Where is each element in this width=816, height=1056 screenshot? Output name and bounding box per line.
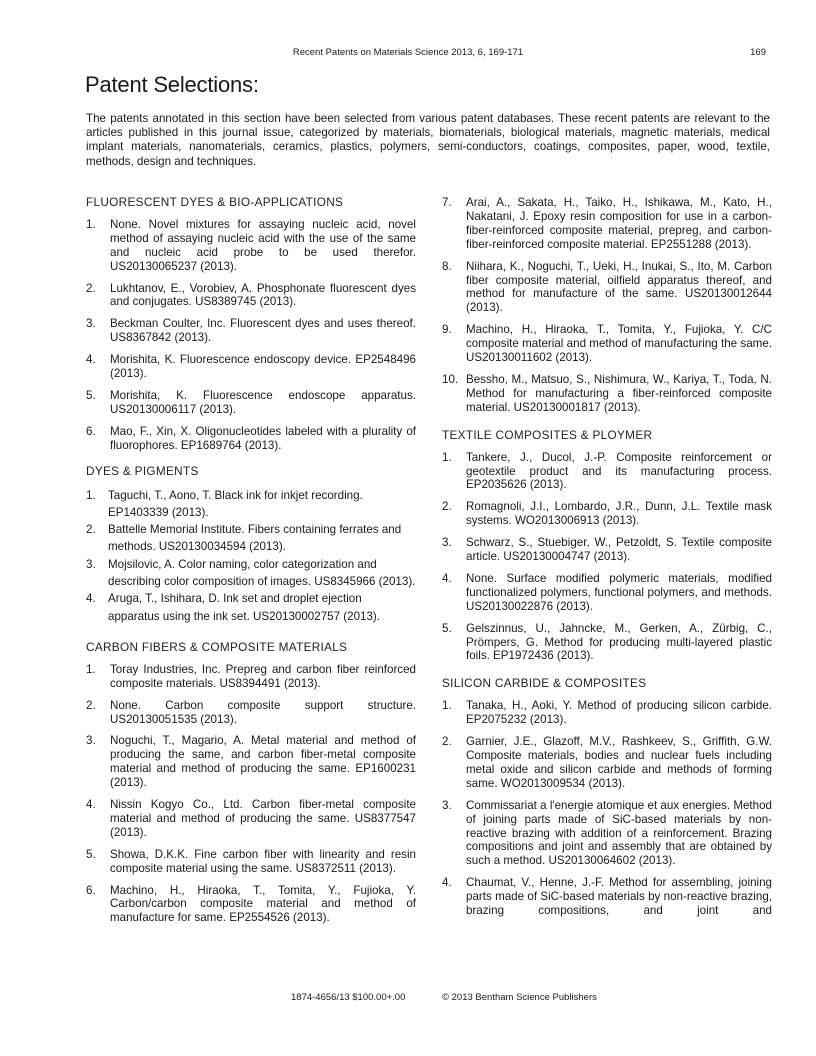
section-dyes-pigments <box>86 465 416 625</box>
list-item <box>86 734 416 790</box>
copyright: © 2013 Bentham Science Publishers <box>442 992 597 1003</box>
item-text: Noguchi, T., Magario, A. Metal material and method of producing the same, and carbon fiber-metal composite material and method of producing the same. EP1600231 (2013). <box>110 734 416 790</box>
item-number: 2. <box>86 281 96 295</box>
list-item <box>442 735 772 791</box>
list-item <box>86 389 416 417</box>
item-text: Battelle Memorial Institute. Fibers containing ferrates and methods. US20130034594 (2013). <box>108 523 402 554</box>
item-text: Beckman Coulter, Inc. Fluorescent dyes and uses thereof. US8367842 (2013). <box>110 317 416 345</box>
item-number: 1. <box>442 450 452 464</box>
item-number: 2. <box>442 735 452 749</box>
item-number: 3. <box>442 798 452 812</box>
issn-price: 1874-4656/13 $100.00+.00 <box>291 992 406 1003</box>
item-text: Garnier, J.E., Glazoff, M.V., Rashkeev, S., Griffith, G.W. Composite materials, bodies and nuclear fuels including metal oxide and silicon carbide and methods of forming same. WO2013009534 (2013). <box>466 735 772 790</box>
list-item <box>86 425 416 453</box>
list-item <box>442 260 772 316</box>
item-text: Commissariat a l'energie atomique et aux energies. Method of joining parts made of SiC-based materials by non-reactive brazing with addition of a reinforcement. Brazing compositions and joint and assembly that are obtained by such a method. US20130064602 (2013). <box>466 798 772 868</box>
item-text: Mojsilovic, A. Color naming, color categorization and describing color composition of images. US8345966 (2013). <box>108 557 416 588</box>
list-item <box>442 500 772 528</box>
item-number: 8. <box>442 259 452 273</box>
list-item <box>86 798 416 840</box>
item-number: 4. <box>86 798 96 812</box>
item-number: 5. <box>86 847 96 861</box>
list-item <box>86 521 416 556</box>
item-text: Morishita, K. Fluorescence endoscope apparatus. US20130006117 (2013). <box>110 388 416 416</box>
item-number: 3. <box>86 317 96 331</box>
item-text: Chaumat, V., Henne, J.-F. Method for assembling, joining parts made of SiC-based materials by non-reactive brazing, brazing compositions, and joint and <box>466 876 772 918</box>
list-item <box>86 218 416 274</box>
item-text: None. Novel mixtures for assaying nucleic acid, novel method of assaying nucleic acid with the use of the same and nucleic acid probe to be used therefor. US20130065237 (2013). <box>110 217 416 273</box>
item-text: Taguchi, T., Aono, T. Black ink for inkjet recording. EP1403339 (2013). <box>108 488 363 519</box>
section-fluorescent-dyes <box>86 196 416 453</box>
item-number: 1. <box>442 699 452 713</box>
section-heading: CARBON FIBERS & COMPOSITE MATERIALS <box>86 639 348 654</box>
patent-list <box>442 699 772 918</box>
section-carbon-fibers-continued <box>442 196 772 415</box>
list-item <box>442 196 772 252</box>
list-item <box>86 317 416 345</box>
item-text: Tanaka, H., Aoki, Y. Method of producing silicon carbide. EP2075232 (2013). <box>466 699 772 727</box>
item-text: Nissin Kogyo Co., Ltd. Carbon fiber-metal composite material and method of producing the same. US8377547 (2013). <box>110 798 416 839</box>
item-number: 1. <box>86 217 96 231</box>
section-heading: SILICON CARBIDE & COMPOSITES <box>442 676 647 691</box>
list-item <box>442 622 772 664</box>
item-text: None. Surface modified polymeric materials, modified functionalized polymers, functional polymers, and methods. US20130022876 (2013). <box>466 571 772 613</box>
page-number: 169 <box>750 47 766 58</box>
item-number: 2. <box>442 500 452 514</box>
item-number: 7. <box>442 196 452 209</box>
left-column <box>86 196 416 934</box>
intro-paragraph: The patents annotated in this section have been selected from various patent databases. These recent patents are relevant to the articles published in this journal issue, categorized by materials, biomaterials, biological materials, magnetic materials, medical implant materials, nanomaterials, ceramics, plastics, polymers, semi-conductors, coatings, composites, paper, wood, textile, methods, design and techniques. <box>86 112 770 168</box>
item-text: Arai, A., Sakata, H., Taiko, H., Ishikawa, M., Kato, H., Nakatani, J. Epoxy resin composition for use in a carbon-fiber-reinforced composite material, prepreg, and carbon-fiber-reinforced composite material. EP2551288 (2013). <box>466 196 772 251</box>
section-heading: DYES & PIGMENTS <box>86 463 199 478</box>
item-number: 2. <box>86 698 96 712</box>
list-item <box>442 799 772 869</box>
list-item <box>86 590 416 625</box>
right-column <box>442 196 772 927</box>
item-number: 4. <box>442 876 452 890</box>
list-item <box>86 487 416 522</box>
item-number: 3. <box>86 557 96 571</box>
list-item <box>86 282 416 310</box>
item-text: Schwarz, S., Stuebiger, W., Petzoldt, S. Textile composite article. US20130004747 (2013). <box>466 536 772 564</box>
list-item <box>86 663 416 691</box>
section-textile-composites <box>442 429 772 664</box>
list-item <box>442 699 772 727</box>
item-number: 1. <box>86 662 96 676</box>
patent-list <box>442 196 772 415</box>
item-number: 4. <box>86 353 96 367</box>
list-item <box>86 353 416 381</box>
list-item <box>442 373 772 415</box>
list-item <box>442 876 772 918</box>
item-text: Mao, F., Xin, X. Oligonucleotides labeled with a plurality of fluorophores. EP1689764 (2013). <box>110 424 416 452</box>
list-item <box>86 556 416 591</box>
list-item <box>86 848 416 876</box>
list-item <box>442 451 772 493</box>
item-number: 6. <box>86 883 96 897</box>
item-text: Aruga, T., Ishihara, D. Ink set and droplet ejection apparatus using the ink set. US20130002757 (2013). <box>108 592 381 623</box>
list-item <box>86 884 416 926</box>
item-text: Romagnoli, J.I., Lombardo, J.R., Dunn, J.L. Textile mask systems. WO2013006913 (2013). <box>466 500 772 528</box>
item-text: Machino, H., Hiraoka, T., Tomita, Y., Fujioka, Y. C/C composite material and method of manufacturing the same. US20130011602 (2013). <box>466 323 772 365</box>
item-number: 3. <box>86 734 96 748</box>
item-text: Tankere, J., Ducol, J.-P. Composite reinforcement or geotextile product and its manufacturing process. EP2035626 (2013). <box>466 450 772 492</box>
list-item <box>442 536 772 564</box>
item-number: 5. <box>442 621 452 635</box>
item-number: 10. <box>442 372 459 386</box>
item-number: 1. <box>86 488 96 502</box>
item-number: 2. <box>86 523 96 537</box>
list-item <box>442 572 772 614</box>
item-text: Niihara, K., Noguchi, T., Ueki, H., Inukai, S., Ito, M. Carbon fiber composite material, oilfield apparatus thereof, and method for manufacture of the same. US20130012644 (2013). <box>466 259 772 315</box>
list-item <box>442 323 772 365</box>
item-text: Gelszinnus, U., Jahncke, M., Gerken, A., Zürbig, C., Prömpers, G. Method for producing multi-layered plastic foils. EP1972436 (2013). <box>466 621 772 663</box>
list-item <box>86 699 416 727</box>
item-text: Lukhtanov, E., Vorobiev, A. Phosphonate fluorescent dyes and conjugates. US8389745 (2013). <box>110 281 416 309</box>
item-number: 4. <box>442 571 452 585</box>
patent-list <box>442 451 772 664</box>
item-text: Bessho, M., Matsuo, S., Nishimura, W., Kariya, T., Toda, N. Method for manufacturing a fiber-reinforced composite material. US20130001817 (2013). <box>466 372 772 414</box>
section-carbon-fibers <box>86 641 416 925</box>
page-title: Patent Selections: <box>85 72 259 97</box>
section-heading: TEXTILE COMPOSITES & PLOYMER <box>442 427 653 442</box>
item-text: Toray Industries, Inc. Prepreg and carbon fiber reinforced composite materials. US8394491 (2013). <box>110 662 416 690</box>
patent-list <box>86 487 416 625</box>
section-heading: FLUORESCENT DYES & BIO-APPLICATIONS <box>86 195 344 209</box>
item-number: 9. <box>442 323 452 337</box>
item-number: 3. <box>442 536 452 550</box>
item-number: 5. <box>86 388 96 402</box>
item-text: None. Carbon composite support structure. US20130051535 (2013). <box>110 698 416 726</box>
item-text: Machino, H., Hiraoka, T., Tomita, Y., Fujioka, Y. Carbon/carbon composite material and method of manufacture for same. EP2554526 (2013). <box>110 883 416 925</box>
patent-list <box>86 663 416 926</box>
patent-list <box>86 218 416 453</box>
section-silicon-carbide <box>442 677 772 918</box>
item-text: Showa, D.K.K. Fine carbon fiber with linearity and resin composite material using the same. US8372511 (2013). <box>110 847 416 875</box>
item-number: 4. <box>86 592 96 606</box>
item-text: Morishita, K. Fluorescence endoscopy device. EP2548496 (2013). <box>110 353 416 381</box>
journal-citation: Recent Patents on Materials Science 2013, 6, 169-171 <box>292 47 524 58</box>
item-number: 6. <box>86 424 96 438</box>
